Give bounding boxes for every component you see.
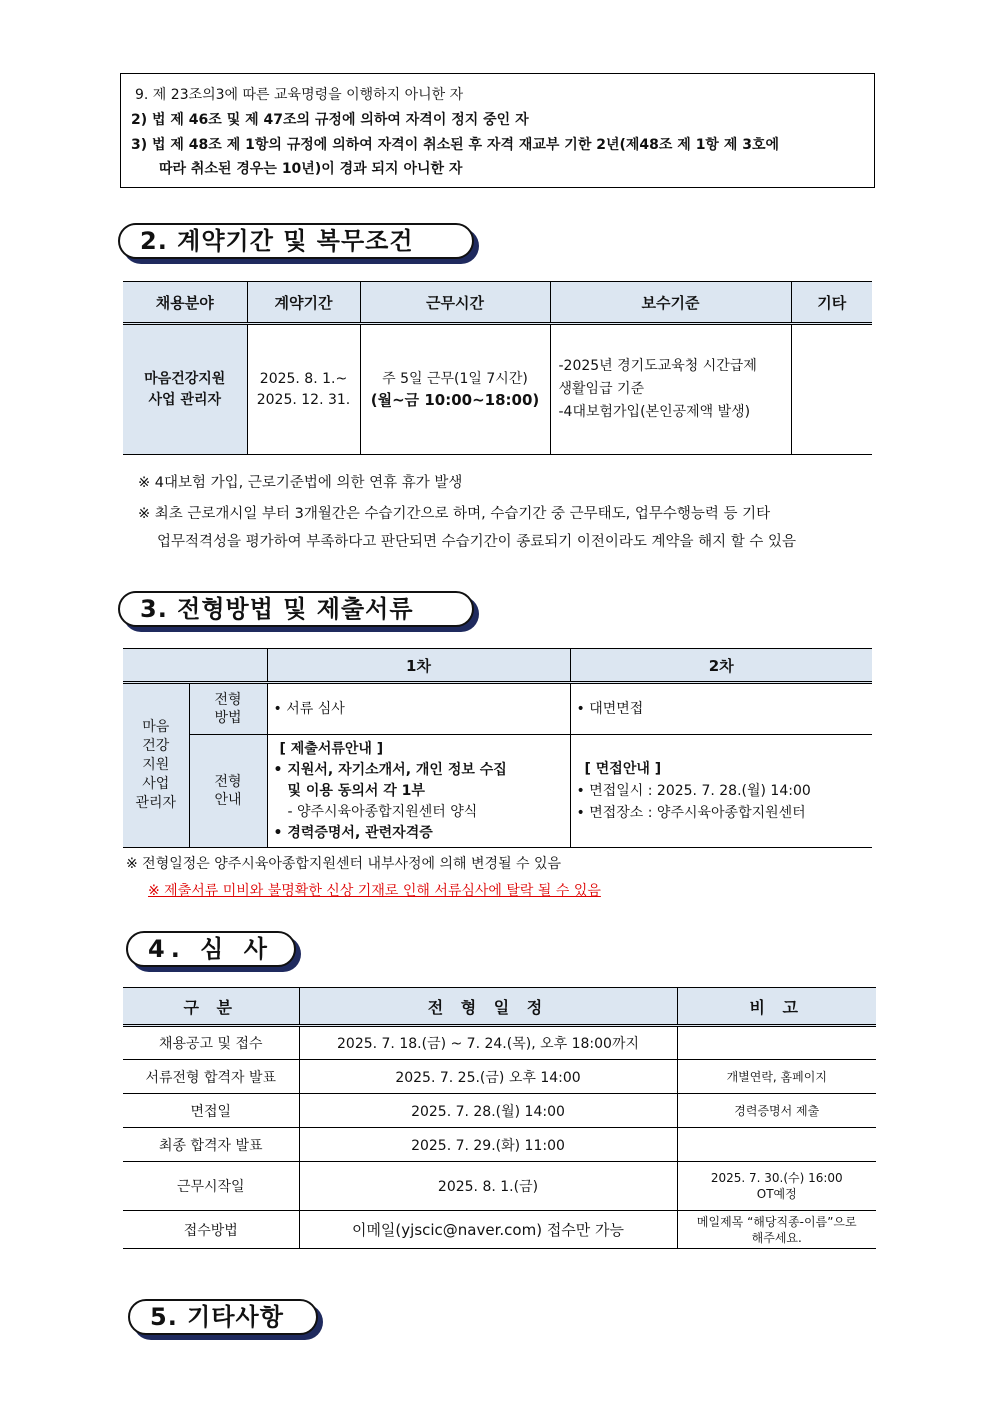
section-4-title: 4. 심 사 <box>126 931 296 967</box>
disqualification-item-9: 9. 제 23조의3에 따른 교육명령을 이행하지 아니한 자 <box>135 87 464 103</box>
etc-cell <box>791 324 872 455</box>
row-remarks <box>677 1128 876 1162</box>
row-remarks <box>677 1211 876 1249</box>
row-schedule: 2025. 7. 28.(월) 14:00 <box>299 1094 677 1128</box>
table-row <box>123 1026 876 1060</box>
header-schedule: 전 형 일 정 <box>299 988 677 1026</box>
group-label <box>123 683 189 848</box>
row-schedule: 2025. 7. 18.(금) ~ 7. 24.(목), 오후 18:00까지 <box>299 1026 677 1060</box>
header-empty <box>123 649 267 683</box>
pay-cell <box>550 324 791 455</box>
header-round-2: 2차 <box>570 649 872 683</box>
row-remarks: 개별연락, 홈페이지 <box>677 1060 876 1094</box>
group-label-line: 마음 <box>142 719 170 735</box>
table-row <box>123 1162 876 1211</box>
remarks-line: 2025. 7. 30.(수) 16:00 <box>710 1171 843 1185</box>
section2-note-2: ※ 최초 근로개시일 부터 3개월간은 수습기간으로 하며, 수습기간 중 근무태도, 업무수행능력 등 기타 <box>138 506 771 522</box>
selection-table <box>123 648 872 848</box>
row-category: 면접일 <box>123 1094 299 1128</box>
row-category: 근무시작일 <box>123 1162 299 1211</box>
disqualification-item-3-cont: 따라 취소된 경우는 10년)이 경과 되지 아니한 자 <box>159 161 463 177</box>
period-cell <box>247 324 360 455</box>
row-category: 최종 합격자 발표 <box>123 1128 299 1162</box>
group-label-line: 사업 <box>142 776 170 792</box>
header-category: 구 분 <box>123 988 299 1026</box>
period-line: 2025. 8. 1.~ <box>259 370 348 387</box>
pay-line: -2025년 경기도교육청 시간급제 <box>558 358 757 374</box>
guide-label-line: 전형 <box>214 774 242 790</box>
hours-cell <box>360 324 550 455</box>
section3-note-1: ※ 전형일정은 양주시육아종합지원센터 내부사정에 의해 변경될 수 있음 <box>126 856 562 872</box>
group-label-line: 건강 <box>142 738 170 754</box>
pay-line: 생활임급 기준 <box>558 381 645 397</box>
header-round-1: 1차 <box>267 649 570 683</box>
section2-note-3: 업무적격성을 평가하여 부족하다고 판단되면 수습기간이 종료되기 이전이라도 계약을 해지 할 수 있음 <box>157 534 796 550</box>
table-row <box>123 1060 876 1094</box>
field-line: 마음건강지원 <box>144 370 226 387</box>
row-schedule: 이메일(yjscic@naver.com) 접수만 가능 <box>299 1211 677 1249</box>
docs-item: 및 이용 동의서 각 1부 <box>287 782 425 799</box>
docs-item: - 양주시육아종합지원센터 양식 <box>287 803 478 820</box>
header-hours: 근무시간 <box>360 282 550 324</box>
method-label <box>189 683 267 735</box>
row-remarks <box>677 1026 876 1060</box>
group-label-line: 지원 <box>142 757 170 773</box>
field-line: 사업 관리자 <box>148 391 221 408</box>
header-period: 계약기간 <box>247 282 360 324</box>
method-round-1: • 서류 심사 <box>267 683 570 735</box>
row-category: 서류전형 합격자 발표 <box>123 1060 299 1094</box>
section-3-title: 3. 전형방법 및 제출서류 <box>118 591 474 627</box>
guide-label <box>189 735 267 848</box>
docs-item: • 지원서, 자기소개서, 개인 정보 수집 <box>273 761 507 778</box>
docs-title: [ 제출서류안내 ] <box>279 740 384 757</box>
table-row <box>123 1128 876 1162</box>
field-cell <box>123 324 247 455</box>
remarks-line: 해주세요. <box>751 1230 802 1245</box>
schedule-table <box>123 987 876 1249</box>
header-pay: 보수기준 <box>550 282 791 324</box>
docs-item: • 경력증명서, 관련자격증 <box>273 824 433 841</box>
remarks-line: 메일제목 “해당직종-이름”으로 <box>696 1214 857 1229</box>
interview-cell <box>570 735 872 848</box>
guide-label-line: 안내 <box>214 792 242 808</box>
disqualification-item-3: 3) 법 제 48조 제 1항의 규정에 의하여 자격이 취소된 후 자격 재교부 기한 2년(제48조 제 1항 제 3호에 <box>131 137 780 153</box>
row-remarks: 경력증명서 제출 <box>677 1094 876 1128</box>
method-label-line: 방법 <box>214 710 242 726</box>
interview-item: • 면접일시 : 2025. 7. 28.(월) 14:00 <box>576 783 811 799</box>
row-remarks <box>677 1162 876 1211</box>
remarks-line: OT예정 <box>756 1187 797 1201</box>
row-category: 채용공고 및 접수 <box>123 1026 299 1060</box>
row-category: 접수방법 <box>123 1211 299 1249</box>
method-label-line: 전형 <box>214 692 242 708</box>
header-etc: 기타 <box>791 282 872 324</box>
contract-table <box>123 281 872 455</box>
section3-note-2: ※ 제출서류 미비와 불명확한 신상 기재로 인해 서류심사에 탈락 될 수 있음 <box>148 883 601 899</box>
header-remarks: 비 고 <box>677 988 876 1026</box>
interview-item: • 면접장소 : 양주시육아종합지원센터 <box>576 805 806 821</box>
period-line: 2025. 12. 31. <box>256 391 351 408</box>
interview-title: [ 면접안내 ] <box>584 761 662 777</box>
method-round-2: • 대면면접 <box>570 683 872 735</box>
row-schedule: 2025. 7. 29.(화) 11:00 <box>299 1128 677 1162</box>
row-schedule: 2025. 7. 25.(금) 오후 14:00 <box>299 1060 677 1094</box>
docs-cell <box>267 735 570 848</box>
pay-line: -4대보험가입(본인공제액 발생) <box>558 404 751 420</box>
section2-note-1: ※ 4대보험 가입, 근로기준법에 의한 연휴 휴가 발생 <box>138 475 463 491</box>
table-row <box>123 1211 876 1249</box>
table-row <box>123 1094 876 1128</box>
disqualification-item-2: 2) 법 제 46조 및 제 47조의 규정에 의하여 자격이 정지 중인 자 <box>131 112 529 128</box>
disqualification-box <box>120 73 875 188</box>
hours-line: 주 5일 근무(1일 7시간) <box>382 370 528 387</box>
section-2-title: 2. 계약기간 및 복무조건 <box>118 223 474 259</box>
header-field: 채용분야 <box>123 282 247 324</box>
section-5-title: 5. 기타사항 <box>128 1299 318 1335</box>
hours-line: (월~금 10:00~18:00) <box>370 390 540 409</box>
group-label-line: 관리자 <box>135 795 177 811</box>
row-schedule: 2025. 8. 1.(금) <box>299 1162 677 1211</box>
